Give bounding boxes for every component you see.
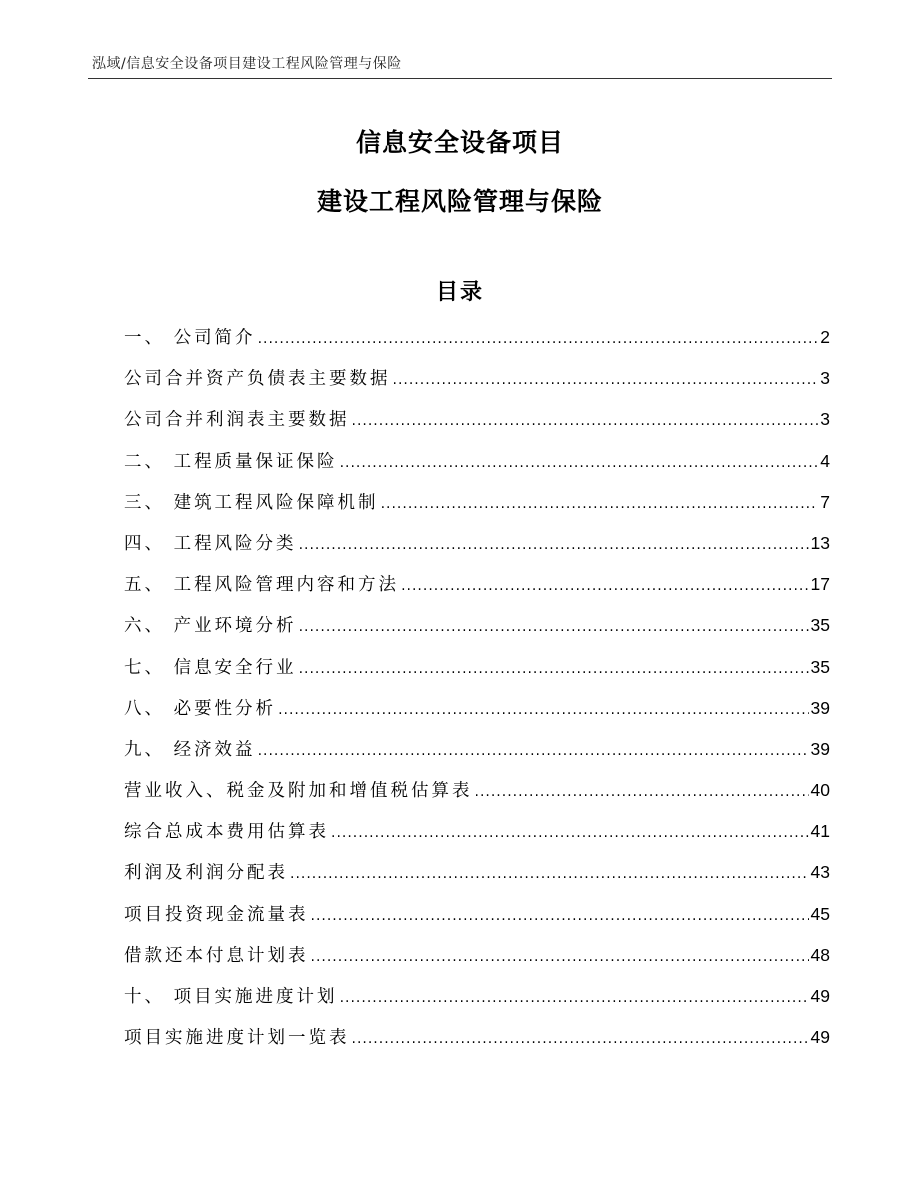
toc-dot-leader	[331, 821, 809, 845]
toc-dot-leader	[299, 533, 809, 557]
toc-entry[interactable]	[124, 737, 830, 778]
toc-dot-leader	[299, 615, 809, 639]
table-of-contents	[124, 325, 830, 1066]
toc-entry-label: 利润及利润分配表	[124, 863, 288, 884]
running-header: 泓域/信息安全设备项目建设工程风险管理与保险	[92, 56, 402, 72]
toc-entry-page: 7	[820, 491, 830, 512]
toc-entry-label: 项目实施进度计划一览表	[124, 1028, 350, 1049]
toc-dot-leader	[278, 698, 808, 722]
toc-entry-page: 45	[810, 903, 830, 924]
toc-entry[interactable]	[124, 572, 830, 613]
document-title-line-2: 建设工程风险管理与保险	[316, 187, 603, 216]
toc-entry-page: 3	[820, 409, 830, 430]
toc-entry-page: 49	[810, 1027, 830, 1048]
toc-entry[interactable]	[124, 449, 830, 490]
toc-entry-page: 48	[810, 944, 830, 965]
toc-dot-leader	[290, 862, 809, 886]
toc-entry[interactable]	[124, 407, 830, 448]
toc-entry-label: 五、 工程风险管理内容和方法	[124, 575, 400, 596]
toc-entry[interactable]	[124, 655, 830, 696]
toc-entry[interactable]	[124, 819, 830, 860]
toc-dot-leader	[299, 657, 809, 681]
toc-entry-label: 四、 工程风险分类	[124, 533, 297, 554]
toc-dot-leader	[352, 409, 819, 433]
toc-dot-leader	[311, 945, 809, 969]
toc-entry[interactable]	[124, 984, 830, 1025]
toc-entry-page: 3	[820, 368, 830, 389]
toc-dot-leader	[258, 327, 819, 351]
toc-entry-page: 39	[810, 738, 830, 759]
toc-entry-page: 35	[810, 656, 830, 677]
toc-entry-label: 公司合并资产负债表主要数据	[124, 369, 391, 390]
toc-entry[interactable]	[124, 696, 830, 737]
toc-entry[interactable]	[124, 860, 830, 901]
toc-entry-label: 综合总成本费用估算表	[124, 822, 329, 843]
toc-dot-leader	[393, 368, 819, 392]
toc-entry-label: 六、 产业环境分析	[124, 616, 297, 637]
toc-entry[interactable]	[124, 902, 830, 943]
toc-entry[interactable]	[124, 778, 830, 819]
toc-entry-label: 二、 工程质量保证保险	[124, 451, 338, 472]
toc-dot-leader	[340, 986, 809, 1010]
toc-entry-page: 35	[810, 615, 830, 636]
toc-entry-label: 八、 必要性分析	[124, 698, 277, 719]
toc-dot-leader	[381, 492, 819, 516]
toc-entry-label: 十、 项目实施进度计划	[124, 987, 338, 1007]
toc-entry[interactable]	[124, 325, 830, 366]
toc-entry[interactable]	[124, 366, 830, 407]
toc-entry-label: 营业收入、税金及附加和增值税估算表	[124, 781, 473, 802]
toc-dot-leader	[340, 451, 819, 475]
toc-entry-label: 九、 经济效益	[124, 739, 256, 760]
toc-entry[interactable]	[124, 943, 830, 984]
toc-entry-page: 13	[810, 532, 830, 553]
toc-entry-page: 17	[810, 574, 830, 595]
toc-entry-page: 41	[810, 821, 830, 842]
toc-entry-page: 39	[810, 697, 830, 718]
toc-entry-label: 公司合并利润表主要数据	[124, 410, 350, 431]
toc-dot-leader	[401, 574, 808, 598]
toc-entry-page: 40	[810, 780, 830, 801]
toc-entry-page: 2	[820, 327, 830, 347]
toc-entry-label: 三、 建筑工程风险保障机制	[124, 492, 379, 513]
toc-entry-label: 七、 信息安全行业	[124, 657, 297, 678]
document-title-line-1: 信息安全设备项目	[355, 128, 564, 157]
toc-dot-leader	[475, 780, 809, 804]
toc-entry[interactable]	[124, 490, 830, 531]
toc-entry-label: 项目投资现金流量表	[124, 904, 309, 925]
toc-dot-leader	[311, 904, 809, 928]
toc-entry-label: 一、 公司简介	[124, 328, 256, 348]
toc-entry[interactable]	[124, 1025, 830, 1066]
toc-heading: 目录	[435, 280, 484, 305]
toc-entry[interactable]	[124, 613, 830, 654]
toc-entry[interactable]	[124, 531, 830, 572]
toc-entry-label: 借款还本付息计划表	[124, 945, 309, 966]
header-divider	[88, 78, 832, 79]
toc-dot-leader	[352, 1027, 809, 1051]
toc-entry-page: 43	[810, 862, 830, 883]
toc-dot-leader	[258, 739, 809, 763]
toc-entry-page: 49	[810, 986, 830, 1006]
toc-entry-page: 4	[820, 450, 830, 471]
